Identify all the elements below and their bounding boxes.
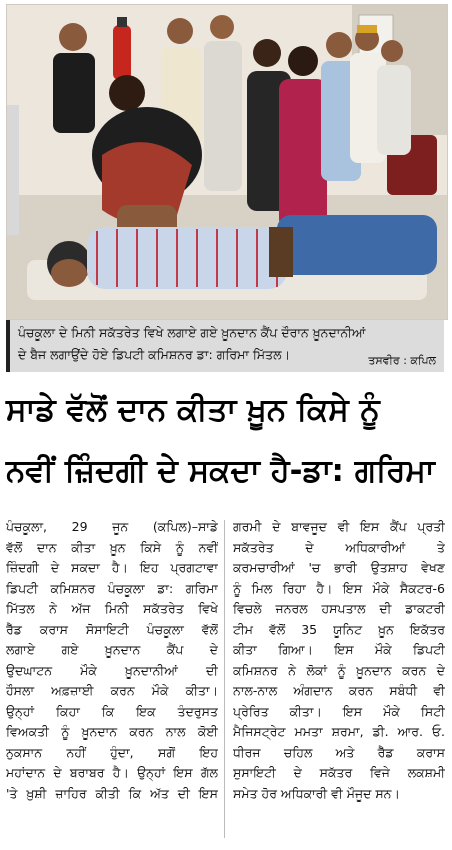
body-line: ਕਰਮਚਾਰੀਆਂ 'ਚ ਭਾਰੀ ਉਤਸ਼ਾਹ ਵੇਖਣ	[233, 560, 445, 575]
body-line: ਕਮਿਸ਼ਨਰ ਨੇ ਲੋਕਾਂ ਨੂੰ ਖ਼ੂਨਦਾਨ ਕਰਨ ਦੇ	[233, 662, 445, 678]
body-line: ਉਨ੍ਹਾਂ ਕਿਹਾ ਕਿ ਇਕ ਤੰਦਰੁਸਤ	[6, 703, 218, 719]
headline-line-2: ਨਵੀਂ ਜ਼ਿੰਦਗੀ ਦੇ ਸਕਦਾ ਹੈ-ਡਾ: ਗਰਿਮਾ	[6, 453, 435, 489]
body-line: ਵਿਅਕਤੀ ਨੂੰ ਖ਼ੂਨਦਾਨ ਕਰਨ ਨਾਲ ਕੋਈ	[6, 724, 218, 739]
body-line: ਹੌਸਲਾ ਅਫ਼ਜ਼ਾਈ ਕਰਨ ਮੌਕੇ ਕੀਤਾ।	[6, 683, 218, 698]
body-line: ਸਮੇਤ ਹੋਰ ਅਧਿਕਾਰੀ ਵੀ ਮੌਜੂਦ ਸਨ।	[233, 785, 400, 801]
body-line: ਵੱਲੋਂ ਦਾਨ ਕੀਤਾ ਖ਼ੂਨ ਕਿਸੇ ਨੂੰ ਨਵੀਂ	[6, 539, 218, 555]
caption-line-1: ਪੰਚਕੂਲਾ ਦੇ ਮਿਨੀ ਸਕੱਤਰੇਤ ਵਿਖੇ ਲਗਾਏ ਗਏ ਖ਼ੂਨਦਾਨ ਕੈਂਪ ਦੌਰਾਨ ਖ਼ੂਨਦਾਨੀਆਂ	[18, 325, 366, 340]
body-line: ਪੰਚਕੂਲਾ, 29 ਜੂਨ (ਕਪਿਲ)–ਸਾਡੇ	[6, 519, 218, 534]
body-line: ਪ੍ਰੇਰਿਤ ਕੀਤਾ। ਇਸ ਮੌਕੇ ਸਿਟੀ	[233, 703, 445, 719]
headline-line-1: ਸਾਡੇ ਵੱਲੋਂ ਦਾਨ ਕੀਤਾ ਖ਼ੂਨ ਕਿਸੇ ਨੂੰ	[6, 392, 380, 428]
body-line: ਗਰਮੀ ਦੇ ਬਾਵਜੂਦ ਵੀ ਇਸ ਕੈਂਪ ਪ੍ਰਤੀ	[233, 519, 445, 534]
blood-donation-camp-illustration	[7, 5, 447, 319]
headline	[6, 380, 446, 502]
body-line: ਮੈਜਿਸਟ੍ਰੇਟ ਮਮਤਾ ਸ਼ਰਮਾ, ਡੀ. ਆਰ. ਓ.	[233, 724, 445, 739]
article-column-left	[6, 517, 218, 804]
body-line: ਸਕੱਤਰੇਤ ਦੇ ਅਧਿਕਾਰੀਆਂ ਤੇ	[233, 539, 445, 555]
body-line: ਵਿਚਲੇ ਜਨਰਲ ਹਸਪਤਾਲ ਦੀ ਡਾਕਟਰੀ	[233, 601, 445, 616]
article-column-right	[233, 517, 445, 804]
body-line: ਧੀਰਜ ਚਹਿਲ ਅਤੇ ਰੈੱਡ ਕਰਾਸ	[233, 744, 445, 760]
body-line: ਨੁਕਸਾਨ ਨਹੀਂ ਹੁੰਦਾ, ਸਗੋਂ ਇਹ	[6, 744, 218, 760]
body-line: 'ਤੇ ਖ਼ੁਸ਼ੀ ਜ਼ਾਹਿਰ ਕੀਤੀ ਕਿ ਅੱਤ ਦੀ ਇਸ	[6, 785, 218, 801]
body-line: ਨੂੰ ਮਿਲ ਰਿਹਾ ਹੈ। ਇਸ ਮੌਕੇ ਸੈਕਟਰ-6	[233, 580, 445, 596]
body-line: ਉਦਘਾਟਨ ਮੌਕੇ ਖ਼ੂਨਦਾਨੀਆਂ ਦੀ	[6, 662, 218, 678]
body-line: ਮਹਾਂਦਾਨ ਦੇ ਬਰਾਬਰ ਹੈ। ਉਨ੍ਹਾਂ ਇਸ ਗੱਲ	[6, 765, 218, 780]
body-line: ਲਗਾਏ ਗਏ ਖ਼ੂਨਦਾਨ ਕੈਂਪ ਦੇ	[6, 642, 218, 657]
body-line: ਸੁਸਾਇਟੀ ਦੇ ਸਕੱਤਰ ਵਿਜੇ ਲਕਸ਼ਮੀ	[233, 765, 445, 780]
caption-line-2: ਦੇ ਬੈਜ ਲਗਾਉਂਦੇ ਹੋਏ ਡਿਪਟੀ ਕਮਿਸ਼ਨਰ ਡਾ: ਗਰਿਮਾ ਮਿੱਤਲ।	[18, 347, 291, 362]
photo-caption	[6, 320, 444, 372]
photo-credit: ਤਸਵੀਰ : ਕਪਿਲ	[368, 354, 436, 367]
body-line: ਡਿਪਟੀ ਕਮਿਸ਼ਨਰ ਪੰਚਕੂਲਾ ਡਾ: ਗਰਿਮਾ	[6, 580, 218, 596]
body-line: ਟੀਮ ਵੱਲੋਂ 35 ਯੂਨਿਟ ਖ਼ੂਨ ਇਕੱਤਰ	[233, 621, 445, 637]
body-line: ਰੈੱਡ ਕਰਾਸ ਸੋਸਾਇਟੀ ਪੰਚਕੂਲਾ ਵੱਲੋਂ	[6, 621, 218, 637]
news-photo	[6, 4, 448, 320]
body-line: ਕੀਤਾ ਗਿਆ। ਇਸ ਮੌਕੇ ਡਿਪਟੀ	[233, 642, 445, 657]
body-line: ਮਿੱਤਲ ਨੇ ਅੱਜ ਮਿਨੀ ਸਕੱਤਰੇਤ ਵਿਖੇ	[6, 601, 218, 616]
body-line: ਨਾਲ-ਨਾਲ ਅੰਗਦਾਨ ਕਰਨ ਸਬੰਧੀ ਵੀ	[233, 683, 445, 698]
body-line: ਜ਼ਿੰਦਗੀ ਦੇ ਸਕਦਾ ਹੈ। ਇਹ ਪ੍ਰਗਟਾਵਾ	[6, 560, 218, 575]
column-divider	[224, 520, 225, 838]
